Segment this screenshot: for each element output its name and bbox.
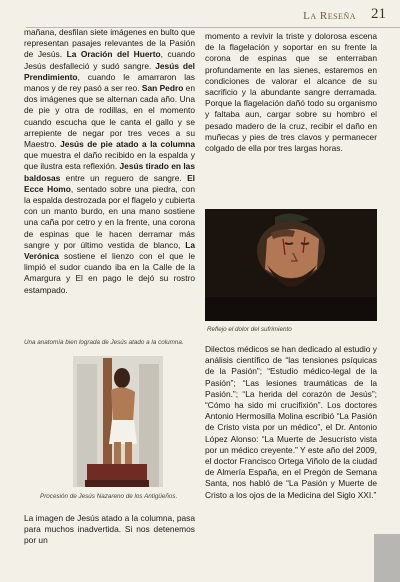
- procession-caption: Procesión de Jesús Nazareno de los Antigüeños.: [40, 493, 178, 500]
- text-run: , cuando le amarraron las manos y de rey pasó a ser reo.: [24, 71, 195, 94]
- procession-illustration: [73, 356, 163, 487]
- text-run: mañana, desfilan siete imágenes en bulto que representan pasajes relevantes de la Pasión de Jesús.: [24, 27, 195, 60]
- text-run: , cuando Jesús desfalleció y sudó sangre.: [24, 49, 195, 71]
- highlight-atado-columna: Jesús de pie atado a la columna: [60, 139, 195, 150]
- right-top-text: [205, 31, 377, 154]
- section-name: La Reseña: [303, 10, 356, 22]
- highlight-san-pedro: San Pedro: [141, 83, 184, 94]
- text-run: en dos imágenes que se alternan cada año. Una de pie y otra de rodillas, en el momento cuando escucha que le canta el gallo y se arrepiente de negar por tres veces a su Maestro.: [24, 83, 195, 150]
- right-bottom-paragraph: Dilectos médicos se han dedicado al estudio y análisis científico de “las tensiones psíquicas de la Pasión”; “Estudio médico-legal de la Pasión”; “Las lesiones traumáticas de la Pasión.”; “La herida del corazón de Jesús”; “Cómo ha sido mi crucifixión”. Los doctores Antonio Hermosilla Molina escribió “La Pasión de Cristo vista por un médico”, el Dr. Antonio López Alonso: “La Muerte de Jesucristo vista por un médico creyente.” Y este año del 2009, el doctor Francisco Ortega Viñolo de la ciudad de Almería España, en el Pregón de Semana Santa, nos habló de “La Pasión y Muerte de Cristo a los ojos de la Medicina del Siglo XXI.”: [205, 344, 377, 500]
- reflection-caption: Reflejo el dolor del sufrimiento: [207, 326, 292, 333]
- text-run: entre un reguero de sangre.: [60, 172, 188, 183]
- left-bottom-text: [24, 513, 195, 547]
- right-top-paragraph: momento a revivir la triste y dolorosa escena de la flagelación y soportar en su frente la corona de espinas que se enterraban profundamente en las sienes, estaremos en condiciones de valorar el alcance de su sacrificio y la abundante sangre derramada. Porque la flagelación dañó todo su organismo y faltaba aun, cargar sobre su hombro el pesado madero de la cruz, recibir el daño en muñecas y pies de tres clavos y permanecer colgado de ella por tres largas horas.: [205, 31, 377, 154]
- page-number: 21: [371, 6, 386, 22]
- highlight-veronica: La Verónica: [24, 239, 195, 262]
- christ-face-photo: [205, 209, 377, 321]
- right-bottom-text: [205, 344, 377, 501]
- anatomy-caption: Una anatomía bien lograda de Jesús atado a la columna.: [24, 339, 184, 346]
- christ-face-illustration: [205, 209, 377, 321]
- highlight-tirado-baldosas: Jesús tirado en las baldosas: [24, 161, 195, 183]
- page-header: [0, 0, 400, 30]
- text-run: que muestra el daño recibido en la espalda y que ilustra esta reflexión.: [24, 150, 195, 172]
- left-column-text: [24, 27, 195, 296]
- left-bottom-paragraph: La imagen de Jesús atado a la columna, pasa para muchos inadvertida. Si nos detenemos por un: [24, 513, 195, 546]
- text-run: sostiene el lienzo con el que le limpió el sudor cuando iba en la Calle de la Amargura y El en pago le dejó su rostro estampado.: [24, 251, 195, 295]
- left-paragraph: [24, 27, 195, 296]
- highlight-oracion-huerto: La Oración del Huerto: [66, 49, 161, 60]
- highlight-prendimiento: Jesús del Prendimiento: [24, 60, 195, 82]
- page-edge-tab: [374, 534, 400, 582]
- text-run: , sentado sobre una piedra, con la espalda destrozada por el flagelo y cubierta con un manto burdo, en una mano sostiene una caña por cetro y en la frente, una corona de espinas que le hacen derramar más sangre y por último vestida de blanco,: [24, 183, 195, 250]
- highlight-ecce-homo: El Ecce Homo: [24, 172, 195, 194]
- procession-photo: [73, 356, 163, 487]
